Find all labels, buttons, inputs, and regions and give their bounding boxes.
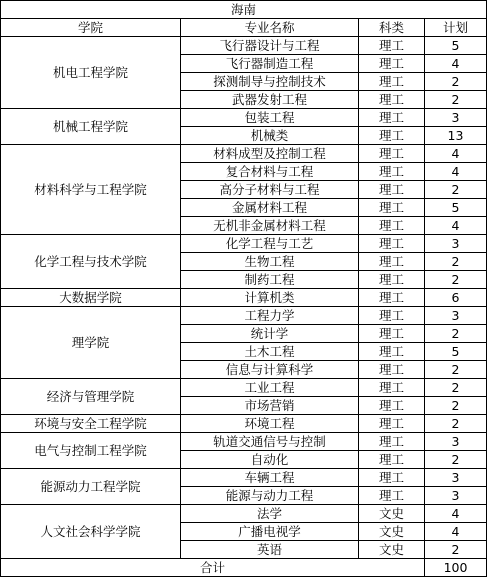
major-cell: 车辆工程 [181,469,359,487]
plan-cell: 3 [425,307,487,325]
major-cell: 制药工程 [181,271,359,289]
header-plan: 计划 [425,19,487,37]
category-cell: 文史 [359,523,425,541]
table-row [1,379,487,397]
category-cell: 理工 [359,361,425,379]
major-cell: 无机非金属材料工程 [181,217,359,235]
table-row [1,415,487,433]
plan-cell: 2 [425,325,487,343]
category-cell: 理工 [359,415,425,433]
plan-cell: 2 [425,451,487,469]
major-cell: 环境工程 [181,415,359,433]
table-row [1,235,487,253]
major-cell: 工程力学 [181,307,359,325]
total-label: 合计 [1,559,425,577]
major-cell: 复合材料与工程 [181,163,359,181]
table-row [1,433,487,451]
plan-cell: 4 [425,217,487,235]
major-cell: 机械类 [181,127,359,145]
major-cell: 飞行器制造工程 [181,55,359,73]
college-cell: 理学院 [1,307,181,379]
major-cell: 英语 [181,541,359,559]
category-cell: 理工 [359,379,425,397]
major-cell: 计算机类 [181,289,359,307]
college-cell: 电气与控制工程学院 [1,433,181,469]
college-cell: 经济与管理学院 [1,379,181,415]
category-cell: 理工 [359,253,425,271]
college-cell: 机电工程学院 [1,37,181,109]
category-cell: 理工 [359,199,425,217]
major-cell: 自动化 [181,451,359,469]
category-cell: 理工 [359,109,425,127]
category-cell: 理工 [359,235,425,253]
plan-cell: 2 [425,181,487,199]
major-cell: 信息与计算科学 [181,361,359,379]
plan-cell: 4 [425,55,487,73]
plan-cell: 5 [425,37,487,55]
category-cell: 理工 [359,451,425,469]
category-cell: 理工 [359,397,425,415]
plan-cell: 5 [425,343,487,361]
total-row [1,559,487,577]
plan-cell: 3 [425,433,487,451]
category-cell: 理工 [359,73,425,91]
major-cell: 高分子材料与工程 [181,181,359,199]
category-cell: 理工 [359,127,425,145]
category-cell: 理工 [359,181,425,199]
category-cell: 理工 [359,487,425,505]
college-cell: 大数据学院 [1,289,181,307]
region-title: 海南 [1,1,487,19]
header-college: 学院 [1,19,181,37]
college-cell: 化学工程与技术学院 [1,235,181,289]
category-cell: 文史 [359,505,425,523]
category-cell: 理工 [359,289,425,307]
college-cell: 能源动力工程学院 [1,469,181,505]
plan-cell: 2 [425,415,487,433]
major-cell: 飞行器设计与工程 [181,37,359,55]
plan-cell: 3 [425,487,487,505]
category-cell: 理工 [359,91,425,109]
category-cell: 理工 [359,37,425,55]
plan-cell: 2 [425,541,487,559]
plan-cell: 2 [425,379,487,397]
major-cell: 化学工程与工艺 [181,235,359,253]
college-cell: 人文社会科学学院 [1,505,181,559]
header-category: 科类 [359,19,425,37]
table-row [1,145,487,163]
major-cell: 包装工程 [181,109,359,127]
plan-cell: 2 [425,253,487,271]
category-cell: 理工 [359,55,425,73]
category-cell: 理工 [359,163,425,181]
college-cell: 环境与安全工程学院 [1,415,181,433]
plan-cell: 13 [425,127,487,145]
table-row [1,307,487,325]
plan-cell: 3 [425,109,487,127]
total-value: 100 [425,559,487,577]
category-cell: 理工 [359,343,425,361]
plan-cell: 2 [425,397,487,415]
major-cell: 武器发射工程 [181,91,359,109]
table-body [1,37,487,559]
header-major: 专业名称 [181,19,359,37]
major-cell: 广播电视学 [181,523,359,541]
major-cell: 土木工程 [181,343,359,361]
table-row [1,37,487,55]
plan-cell: 3 [425,469,487,487]
major-cell: 能源与动力工程 [181,487,359,505]
table-row [1,289,487,307]
college-cell: 机械工程学院 [1,109,181,145]
plan-cell: 2 [425,361,487,379]
major-cell: 统计学 [181,325,359,343]
major-cell: 材料成型及控制工程 [181,145,359,163]
table-row [1,109,487,127]
table-row [1,469,487,487]
major-cell: 轨道交通信号与控制 [181,433,359,451]
region-row [1,1,487,19]
major-cell: 法学 [181,505,359,523]
major-cell: 金属材料工程 [181,199,359,217]
plan-cell: 5 [425,199,487,217]
category-cell: 理工 [359,145,425,163]
major-cell: 工业工程 [181,379,359,397]
category-cell: 理工 [359,469,425,487]
category-cell: 理工 [359,307,425,325]
plan-cell: 4 [425,145,487,163]
category-cell: 理工 [359,271,425,289]
plan-cell: 3 [425,235,487,253]
plan-cell: 2 [425,271,487,289]
major-cell: 市场营销 [181,397,359,415]
plan-cell: 4 [425,163,487,181]
plan-cell: 6 [425,289,487,307]
table-row [1,505,487,523]
plan-cell: 2 [425,91,487,109]
plan-cell: 4 [425,505,487,523]
college-cell: 材料科学与工程学院 [1,145,181,235]
plan-cell: 2 [425,73,487,91]
plan-cell: 4 [425,523,487,541]
major-cell: 探测制导与控制技术 [181,73,359,91]
category-cell: 理工 [359,217,425,235]
category-cell: 理工 [359,433,425,451]
major-cell: 生物工程 [181,253,359,271]
category-cell: 文史 [359,541,425,559]
header-row [1,19,487,37]
category-cell: 理工 [359,325,425,343]
